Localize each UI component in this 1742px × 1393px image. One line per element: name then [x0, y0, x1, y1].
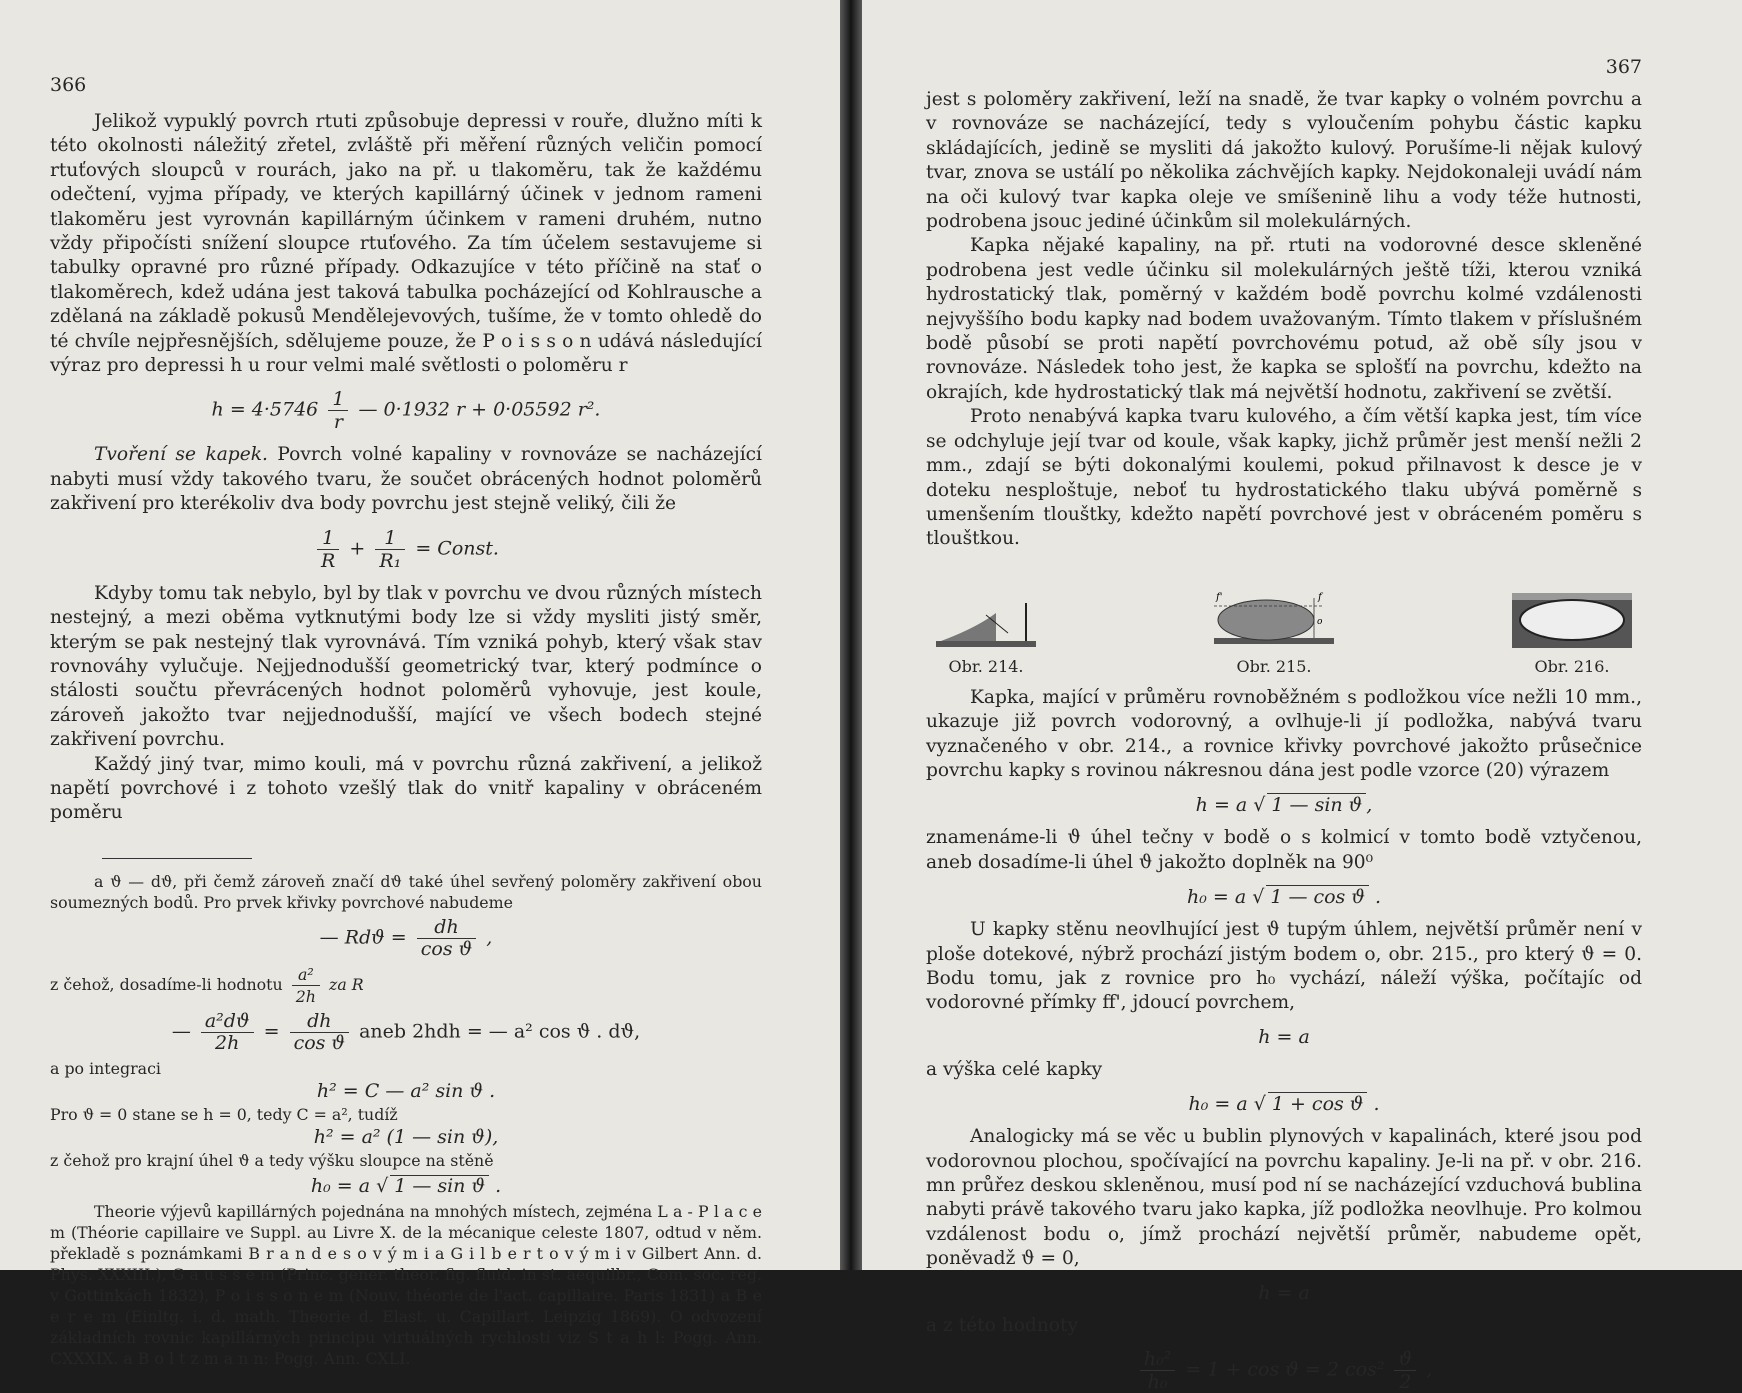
- equation: h₀ = a √ 1 + cos ϑ .: [1188, 1093, 1380, 1116]
- equation: h = a: [1258, 1281, 1310, 1304]
- paragraph: Kapka nějaké kapaliny, na př. rtuti na vodorovné desce skleněné podrobena jest vedle účinku sil molekulárných ještě tíži, kterou vzniká hydrostatický tlak, poměrný v každém bodě povrchu kolmé vzdálenosti nejvyššího bodu kapky nad bodem uvažovaným. Tímto tlakem v příslušném bodě působí se proti napětí povrchovému potud, až obě síly jsou v rovnováze. Následek toho jest, že kapka se splošťí na povrchu, kdežto na okrajích, kde hydrostatický tlak má největší hodnotu, zakřivení se zvětší.: [926, 235, 1642, 403]
- drop-nonwetting-diagram: [1214, 588, 1334, 653]
- figure-215: [1214, 588, 1334, 676]
- svg-text:f: f: [1318, 591, 1322, 603]
- paragraph: Analogicky má se věc u bublin plynových v kapalinách, které jsou pod vodorovnou plochou, spočívající na povrchu kapaliny. Je-li na př. v obr. 216. mn průřez deskou skleněnou, musí pod ní se nacházející vzduchová bublina nabyti právě takového tvaru jako kapka, jíž podložka neovlhuje. Pro kolmou vzdálenost bodu o, jímž prochází největší průměr, nabudeme opět, poněvadž ϑ = 0,: [926, 1126, 1642, 1270]
- paragraph: Proto nenabývá kapka tvaru kulového, a čím větší kapka jest, tím více se odchyluje její tvar od koule, však kapky, jichž průměr jest menší nežli 2 mm., zdají se býti dokonalými koulemi, pokud přilnavost k desce je v doteku nesploštuje, neboť tu hydrostatického tlaku ubývá poměrně s umenšením tlouštky, kdežto napětí povrchové jest v obráceném poměru s tlouštkou.: [926, 406, 1642, 550]
- paragraph: Kdyby tomu tak nebylo, byl by tlak v povrchu ve dvou různých místech nestejný, a mezi oběma vytknutými body lze si vždy mysliti jistý směr, kterým se pak nestejný tlak vyrovnává. Tím vzniká pohyb, který však stav rovnováhy vylučuje. Nejjednodušší geometrický tvar, který podmínce o stálosti součtu převrácených hodnot poloměrů vyhovuje, jest koule, zároveň jakožto tvar nejjednodušší, mající ve všech bodech stejné zakřivení povrchu.: [50, 582, 762, 751]
- figure-caption: Obr. 216.: [1534, 656, 1610, 676]
- figures: [926, 588, 1642, 676]
- svg-text:o: o: [1317, 616, 1323, 627]
- footnote-rule: [102, 858, 252, 859]
- equation: $\frac{1}{R}$ + $\frac{1}{\text{R₁}}$ = Const.: [50, 527, 762, 572]
- bubble-diagram: [1512, 588, 1632, 653]
- footnote: a ϑ — dϑ, při čemž zároveň značí dϑ také úhel sevřený poloměry zakřivení obou soumezných bodů. Pro prvek křivky povrchové nabudeme — Rdϑ = $\frac{dh}{\text{cos ϑ}}$ , z čehož, dosadíme-li hodnotu $\frac{\text{a²}}{2h}$ za R — $\frac{\text{a²dϑ}}{2h}$ = $\frac{dh}{\text{cos ϑ}}$ aneb 2hdh = — a² cos ϑ . dϑ, a po integraci h² = C — a² sin ϑ . Pro ϑ = 0 stane se h = 0, tedy C = a², tudíž h² = a² (1 — sin ϑ), z čehož pro krajní úhel ϑ a tedy výšku sloupce na stěně h₀ = a √ 1 — sin ϑ . Theorie výjevů kapillárných pojednána na mnohých místech, zejména L a - P l a c e m (Théorie capillaire ve Suppl. au Livre X. de la mécanique celeste 1807, odtud v něm. překladě s poznámkami B r a n d e s o v ý m i a G i l b e r t o v ý m i v Gilbert Ann. d. Phys. XXXIII.), G a u s s e m (Princ. gener. theor. fig. fluid. in st. aequilbr., Com. soc. reg. v Gottinkách 1832), P o i s s o n e m (Nouv. théorie de l'act. capillaire. Paris 1831) a B e e r e m (Einltg. i. d. math. Theorie d. Elast. u. Capillart. Leipzig 1869). O odvození základních rovnic kapillárných principu virtuálných rychlostí viz S t a h l: Pogg. Ann. CXXXIX. a B o l t z m a n n: Pogg. Ann. CXLI.: [50, 871, 762, 1368]
- paragraph: a z této hodnoty: [926, 1314, 1078, 1336]
- paragraph: Tvoření se kapek. Povrch volné kapaliny v rovnováze se nacházející nabyti musí vždy takového tvaru, že součet obrácených hodnot poloměrů zakřivení pro kterékoliv dva body povrchu jest stejně veliký, čili že: [50, 444, 763, 515]
- equation: h² = a² (1 — sin ϑ),: [313, 1125, 499, 1148]
- page-number: 367: [1605, 56, 1642, 78]
- paragraph: a výška celé kapky: [926, 1058, 1103, 1080]
- fraction: $\frac{1}{r}$: [328, 388, 348, 433]
- equation: h₀ = a √ 1 — cos ϑ .: [1186, 886, 1382, 909]
- figure-216: [1512, 588, 1632, 676]
- svg-text:f': f': [1216, 591, 1223, 603]
- equation: — $\frac{\text{a²dϑ}}{2h}$ = $\frac{dh}{\text{cos ϑ}}$ aneb 2hdh = — a² cos ϑ . dϑ,: [171, 1009, 641, 1054]
- page-number: 366: [50, 74, 87, 96]
- equation: h = 4·5746 $\frac{1}{r}$ — 0·1932 r + 0·05592 r².: [211, 388, 601, 434]
- section-title: Tvoření se kapek.: [94, 444, 268, 466]
- paragraph: Každý jiný tvar, mimo kouli, má v povrchu různá zakřivení, a jelikož napětí povrchové i z tohoto vzešlý tlak do vnitř kapaliny v obráceném poměru: [50, 753, 762, 824]
- equation: — Rdϑ = $\frac{dh}{\text{cos ϑ}}$ ,: [319, 915, 493, 960]
- figure-caption: Obr. 215.: [1236, 656, 1312, 676]
- right-page: [862, 0, 1742, 1393]
- equation: h₀ = a √ 1 — sin ϑ .: [310, 1174, 502, 1197]
- equation: $\frac{\text{h₀²}}{\text{h₀}}$ = 1 + cos ϑ = 2 cos² $\frac{ϑ}{2}$ ,: [926, 1348, 1642, 1393]
- paragraph: U kapky stěnu neovlhující jest ϑ tupým úhlem, největší průměr není v ploše dotekové, nýbrž prochází jistým bodem o, obr. 215., pro který ϑ = 0. Bodu tomu, jak z rovnice pro h₀ vychází, náleží výška, počítajíc od vodorovné přímky ff', jdoucí povrchem,: [926, 919, 1642, 1014]
- book-gutter: [840, 0, 862, 1270]
- paragraph: Jelikož vypuklý povrch rtuti způsobuje depressi v rouře, dlužno míti k této okolnosti náležitý zřetel, zvláště při měření různých veličin pomocí rtuťových sloupců v rourách, jako na př. u tlakoměru, tak že každému odečtení, vyjma případy, ve kterých kapillárný účinek v jednom rameni tlakoměru jest vyrovnán kapillárným účinkem v rameni druhém, nutno vždy připočísti snížení sloupce rtuťového. Za tím účelem sestavujeme si tabulky opravné pro různé případy. Odkazujíce v této příčině na stať o tlakoměrech, kdež udána jest taková tabulka pocházející od Kohlrausche a zdělaná na základě pokusů Mendělejevových, tušíme, že v tomto ohledě do té chvíle nejpřesnějších, sdělujeme pouze, že P o i s s o n udává následující výraz pro depressi h u rour velmi malé světlosti o poloměru r: [50, 111, 762, 377]
- figure-caption: Obr. 214.: [948, 656, 1024, 676]
- paragraph: Kapka, mající v průměru rovnoběžném s podložkou více nežli 10 mm., ukazuje již povrch vodorovný, a ovlhuje-li jí podložka, nabývá tvaru vyznačeného v obr. 214., a rovnice křivky povrchové jakožto průsečnice povrchu kapky s rovinou nákresnou dána jest podle vzorce (20) výrazem: [926, 686, 1642, 781]
- figure-214: [936, 593, 1036, 676]
- paragraph: znamenáme-li ϑ úhel tečny v bodě o s kolmicí v tomto bodě vztyčenou, aneb dosadíme-li úhel ϑ jakožto doplněk na 90⁰: [926, 827, 1642, 873]
- equation: h² = C — a² sin ϑ .: [316, 1079, 496, 1102]
- paragraph: jest s poloměry zakřivení, leží na snadě, že tvar kapky o volném povrchu a v rovnováze se nacházející, tedy s vyloučením pohybu částic kapku skládajících, jedině se mysliti dá jakožto kulový. Porušíme-li nějak kulový tvar, znova se ustálí po několika záchvějích kapky. Nejdokonaleji uvádí nám na oči kulový tvar kapka oleje ve smíšenině lihu a vody téže hutnosti, podrobena jsouc jediné účinkům sil molekulárných.: [926, 89, 1642, 233]
- equation: h = a √ 1 — sin ϑ ,: [1195, 794, 1373, 817]
- equation: h = a: [1258, 1025, 1310, 1048]
- drop-wetting-diagram: [936, 593, 1036, 653]
- left-page: [0, 0, 840, 1368]
